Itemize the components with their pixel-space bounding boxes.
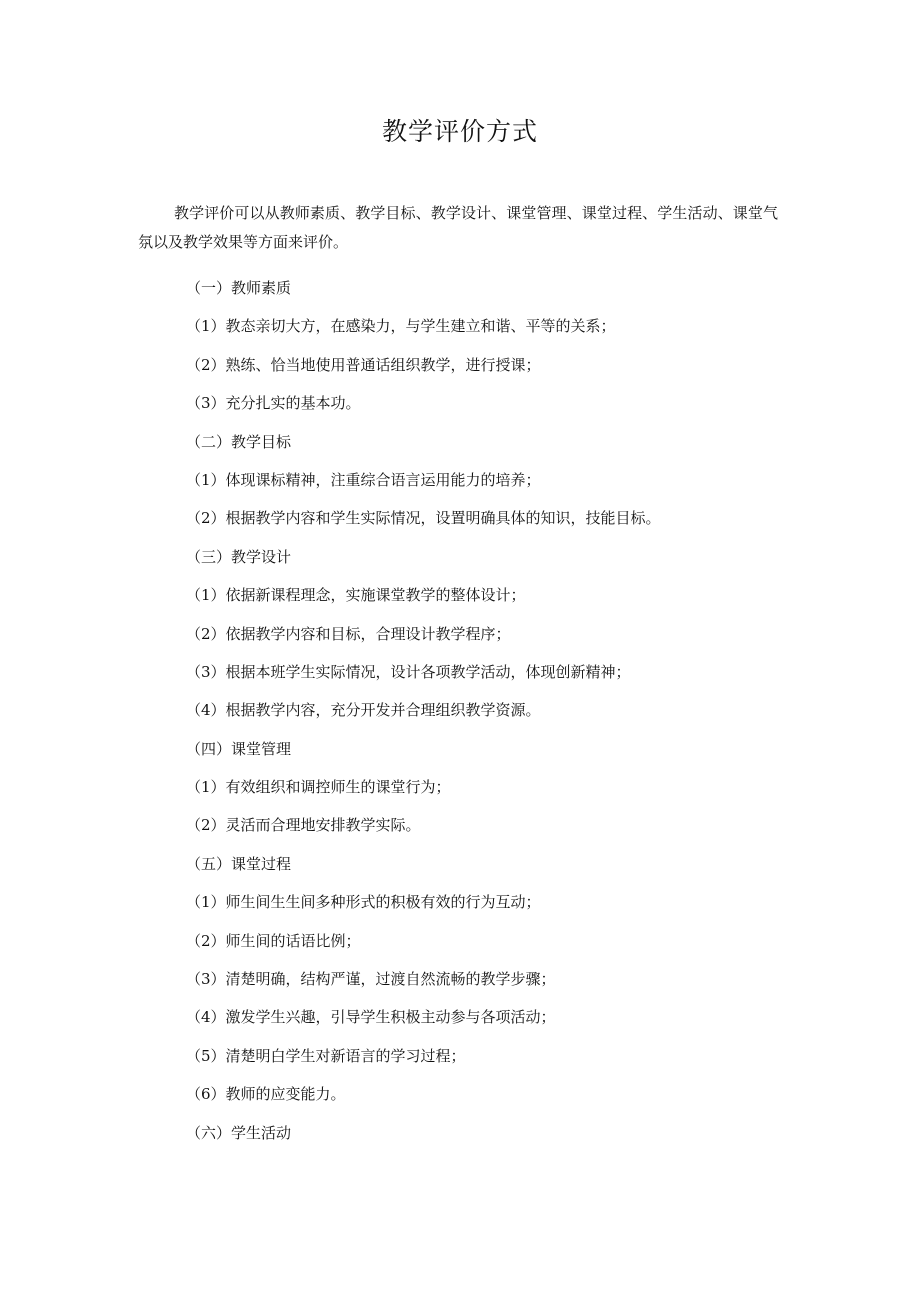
list-item: （2）依据教学内容和目标，合理设计教学程序；	[186, 624, 511, 643]
list-item: （3）清楚明确，结构严谨，过渡自然流畅的教学步骤；	[186, 970, 556, 989]
list-item: （4）激发学生兴趣，引导学生积极主动参与各项活动；	[186, 1008, 556, 1027]
section-heading-teacher-quality: （一）教师素质	[186, 279, 292, 297]
list-item: （2）根据教学内容和学生实际情况，设置明确具体的知识，技能目标。	[186, 509, 661, 528]
list-item: （1）教态亲切大方，在感染力，与学生建立和谐、平等的关系；	[186, 317, 616, 336]
page-title: 教学评价方式	[381, 117, 538, 146]
list-item: （3）充分扎实的基本功。	[186, 394, 361, 413]
list-item: （4）根据教学内容，充分开发并合理组织教学资源。	[186, 701, 541, 720]
section-heading-classroom-process: （五）课堂过程	[186, 854, 292, 873]
list-item: （1）有效组织和调控师生的课堂行为；	[186, 778, 451, 797]
list-item: （1）师生间生生间多种形式的积极有效的行为互动；	[186, 893, 541, 912]
intro-paragraph: 教学评价可以从教师素质、教学目标、教学设计、课堂管理、课堂过程、学生活动、课堂气氛以及教学效果等方面来评价。	[138, 204, 778, 251]
list-item: （3）根据本班学生实际情况，设计各项教学活动，体现创新精神；	[186, 662, 631, 681]
section-heading-teaching-design: （三）教学设计	[186, 547, 292, 566]
list-item: （6）教师的应变能力。	[186, 1085, 346, 1104]
list-item: （2）灵活而合理地安排教学实际。	[186, 816, 421, 835]
list-item: （2）师生间的话语比例；	[186, 931, 361, 950]
section-heading-classroom-management: （四）课堂管理	[186, 739, 292, 758]
section-heading-student-activities: （六）学生活动	[186, 1123, 292, 1142]
section-heading-teaching-goals: （二）教学目标	[186, 432, 292, 451]
list-item: （1）依据新课程理念，实施课堂教学的整体设计；	[186, 586, 526, 605]
content-lines	[186, 276, 786, 1159]
list-item: （2）熟练、恰当地使用普通话组织教学，进行授课；	[186, 355, 541, 374]
list-item: （5）清楚明白学生对新语言的学习过程；	[186, 1046, 466, 1065]
list-item: （1）体现课标精神，注重综合语言运用能力的培养；	[186, 470, 541, 489]
